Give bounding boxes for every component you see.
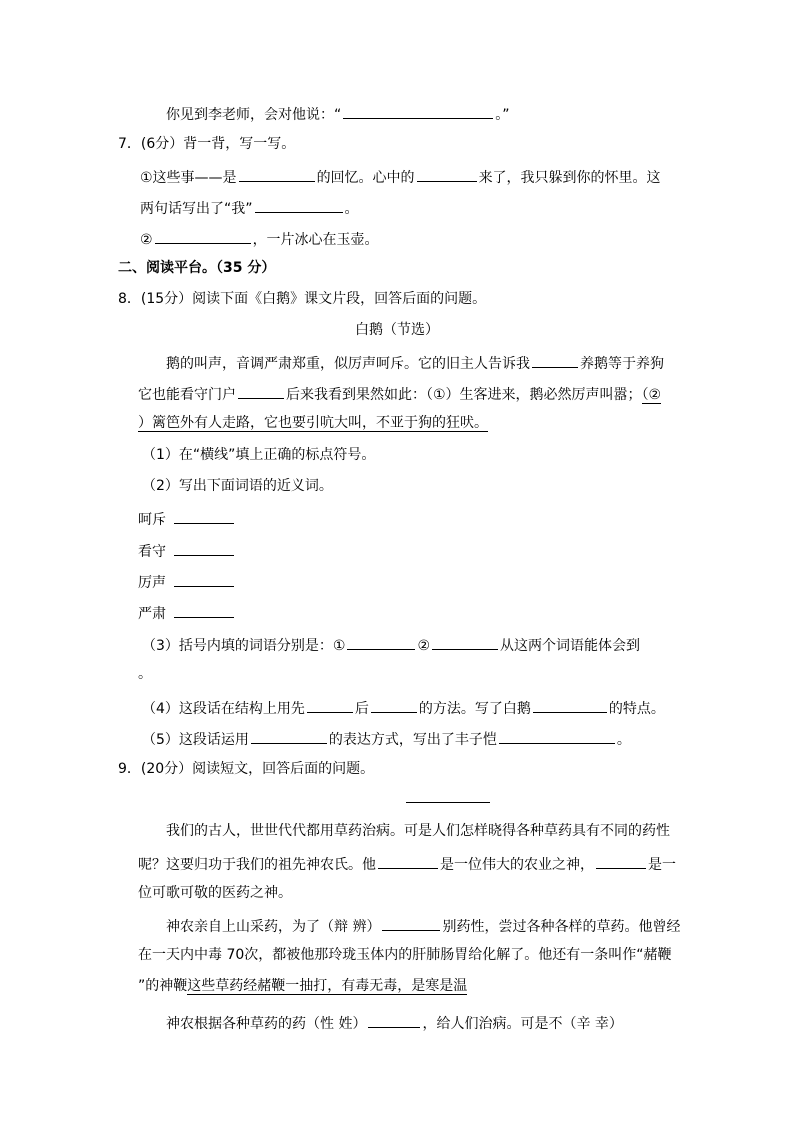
q9-para-line: 神农亲自上山采药，为了（辩 辨） 别药性，尝过各种各样的草药。他曾经: [166, 915, 680, 936]
q7-line1: ①这些事——是 的回忆。心中的 来了，我只躲到你的怀里。这: [140, 166, 661, 187]
passage-line3: ）篱笆外有人走路，它也要引吭大叫，不亚于狗的狂吠。: [138, 415, 488, 431]
synonym-row: 看守: [138, 540, 236, 561]
title-blank[interactable]: [406, 802, 490, 803]
synonym-row: 呵斥: [138, 508, 236, 529]
q8-sub3: （3）括号内填的词语分别是：① ② 从这两个词语能体会到: [142, 634, 640, 655]
q9-para-line: 在一天内中毒 70次，都被他那玲珑玉体内的肝肺肠胃给化解了。他还有一条叫作“赭鞭: [138, 947, 672, 963]
answer-blank[interactable]: [174, 508, 234, 524]
answer-blank[interactable]: [255, 197, 343, 213]
synonym-row: 严肃: [138, 602, 236, 623]
answer-blank[interactable]: [155, 228, 251, 244]
answer-blank[interactable]: [532, 352, 578, 368]
answer-blank[interactable]: [174, 540, 234, 556]
q7-line2: 两句话写出了“我” 。: [140, 197, 359, 218]
q7-heading: 7．(6分）背一背，写一写。: [118, 136, 296, 152]
q9-para-line: 呢？这要归功于我们的祖先神农氏。他 是一位伟大的农业之神， 是一: [138, 853, 676, 874]
q9-para-line: 位可歌可敬的医药之神。: [138, 885, 292, 901]
answer-blank[interactable]: [533, 697, 607, 713]
answer-blank[interactable]: [174, 571, 234, 587]
answer-blank[interactable]: [251, 728, 327, 744]
answer-blank[interactable]: [347, 634, 415, 650]
passage-line1: 鹅的叫声，音调严肃郑重，似厉声呵斥。它的旧主人告诉我 养鹅等于养狗: [166, 352, 664, 373]
answer-blank[interactable]: [432, 634, 498, 650]
answer-blank[interactable]: [238, 383, 284, 399]
q8-heading: 8．(15分）阅读下面《白鹅》课文片段，回答后面的问题。: [118, 291, 487, 307]
q9-heading: 9．(20分）阅读短文，回答后面的问题。: [118, 761, 375, 777]
answer-blank[interactable]: [378, 853, 438, 869]
synonym-row: 厉声: [138, 571, 236, 592]
answer-blank[interactable]: [499, 728, 615, 744]
q8-sub4: （4）这段话在结构上用先 后 的方法。写了白鹅 的特点。: [142, 697, 665, 718]
prev-answer-line: 你见到李老师，会对他说：“ 。”: [166, 103, 510, 124]
q8-sub3-end: 。: [138, 666, 152, 682]
q8-sub1: （1）在“横线”填上正确的标点符号。: [142, 447, 376, 463]
answer-blank[interactable]: [307, 697, 353, 713]
answer-blank[interactable]: [239, 166, 315, 182]
q9-para-line: 神农根据各种草药的药（性 姓） ，给人们治病。可是不（辛 幸）: [166, 1012, 623, 1033]
answer-blank[interactable]: [343, 103, 493, 119]
answer-blank[interactable]: [596, 853, 646, 869]
section-heading: 二、阅读平台。（35 分）: [118, 260, 276, 276]
q8-sub2: （2）写出下面词语的近义词。: [142, 478, 333, 494]
answer-blank[interactable]: [382, 915, 440, 931]
q9-para-line: 我们的古人，世世代代都用草药治病。可是人们怎样晓得各种草药具有不同的药性: [166, 823, 670, 839]
passage-line2: 它也能看守门户 后来我看到果然如此：（①）生客进来，鹅必然厉声叫嚣；（②: [138, 383, 661, 404]
answer-blank[interactable]: [174, 602, 234, 618]
q8-sub5: （5）这段话运用 的表达方式，写出了丰子恺 。: [142, 728, 631, 749]
answer-blank[interactable]: [368, 1012, 420, 1028]
answer-blank[interactable]: [371, 697, 417, 713]
passage-title: 白鹅（节选）: [355, 322, 439, 338]
q9-para-line: ”的神鞭这些草药经赭鞭一抽打，有毒无毒，是寒是温: [138, 978, 468, 994]
q7-line3: ② ，一片冰心在玉壶。: [140, 228, 379, 249]
answer-blank[interactable]: [417, 166, 477, 182]
